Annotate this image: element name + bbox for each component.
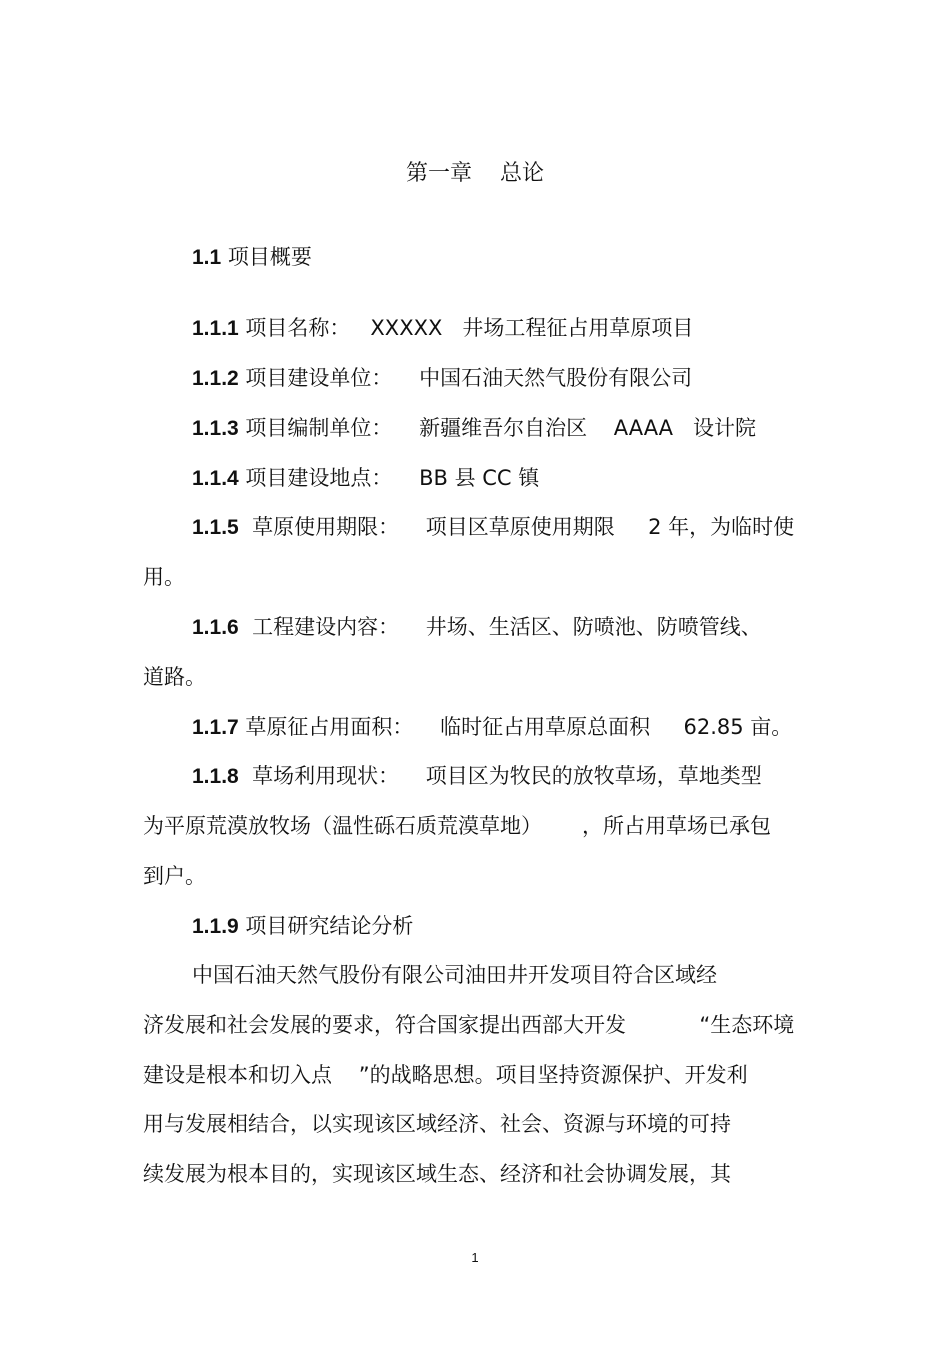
- item-1-1-1: [192, 313, 693, 344]
- item-number: 1.1.7: [192, 716, 239, 739]
- item-text: 项目建设单位： 中国石油天然气股份有限公司: [238, 366, 693, 390]
- item-number: 1.1.3: [192, 417, 239, 440]
- section-heading: [192, 242, 312, 273]
- paragraph-line: 中国石油天然气股份有限公司油田井开发项目符合区域经: [192, 963, 717, 987]
- item-text: 项目研究结论分析: [238, 914, 414, 938]
- item-number: 1.1.1: [192, 317, 239, 340]
- item-1-1-5-continuation: 用。: [143, 565, 185, 589]
- page-number: 1: [471, 1250, 479, 1265]
- item-1-1-8-continuation-2: 到户。: [143, 864, 206, 888]
- item-text: 草场利用现状： 项目区为牧民的放牧草场，草地类型: [238, 764, 762, 788]
- item-number: 1.1.8: [192, 765, 239, 788]
- paragraph-line: 用与发展相结合，以实现该区域经济、社会、资源与环境的可持: [143, 1112, 731, 1136]
- item-1-1-6: [192, 612, 762, 643]
- section-number: 1.1: [192, 246, 222, 269]
- item-number: 1.1.6: [192, 616, 239, 639]
- item-text: 项目名称： XXXXX 井场工程征占用草原项目: [238, 316, 694, 340]
- item-number: 1.1.9: [192, 915, 239, 938]
- section-title: 项目概要: [221, 245, 312, 269]
- item-text: 项目建设地点： BB 县 CC 镇: [238, 466, 540, 490]
- item-1-1-8: [192, 761, 762, 792]
- item-text: 草原征占用面积： 临时征占用草原总面积 62.85 亩。: [238, 715, 793, 739]
- item-1-1-7: [192, 712, 792, 743]
- item-1-1-9: [192, 911, 413, 942]
- paragraph-line: 建设是根本和切入点 ”的战略思想。项目坚持资源保护、开发利: [143, 1063, 748, 1087]
- item-text: 项目编制单位： 新疆维吾尔自治区 AAAA 设计院: [238, 416, 757, 440]
- item-1-1-6-continuation: 道路。: [143, 665, 206, 689]
- item-1-1-3: [192, 413, 756, 444]
- paragraph-line: 续发展为根本目的，实现该区域生态、经济和社会协调发展，其: [143, 1162, 731, 1186]
- item-text: 草原使用期限： 项目区草原使用期限 2 年，为临时使: [238, 515, 795, 539]
- chapter-title: 第一章 总论: [406, 161, 544, 186]
- item-number: 1.1.2: [192, 367, 239, 390]
- item-1-1-5: [192, 512, 794, 543]
- item-1-1-4: [192, 463, 539, 494]
- item-1-1-2: [192, 363, 692, 394]
- paragraph-line: 济发展和社会发展的要求，符合国家提出西部大开发 “生态环境: [143, 1013, 795, 1037]
- item-number: 1.1.4: [192, 467, 239, 490]
- item-1-1-8-continuation: 为平原荒漠放牧场（温性砾石质荒漠草地） ，所占用草场已承包: [143, 814, 772, 838]
- item-number: 1.1.5: [192, 516, 239, 539]
- item-text: 工程建设内容： 井场、生活区、防喷池、防喷管线、: [238, 615, 762, 639]
